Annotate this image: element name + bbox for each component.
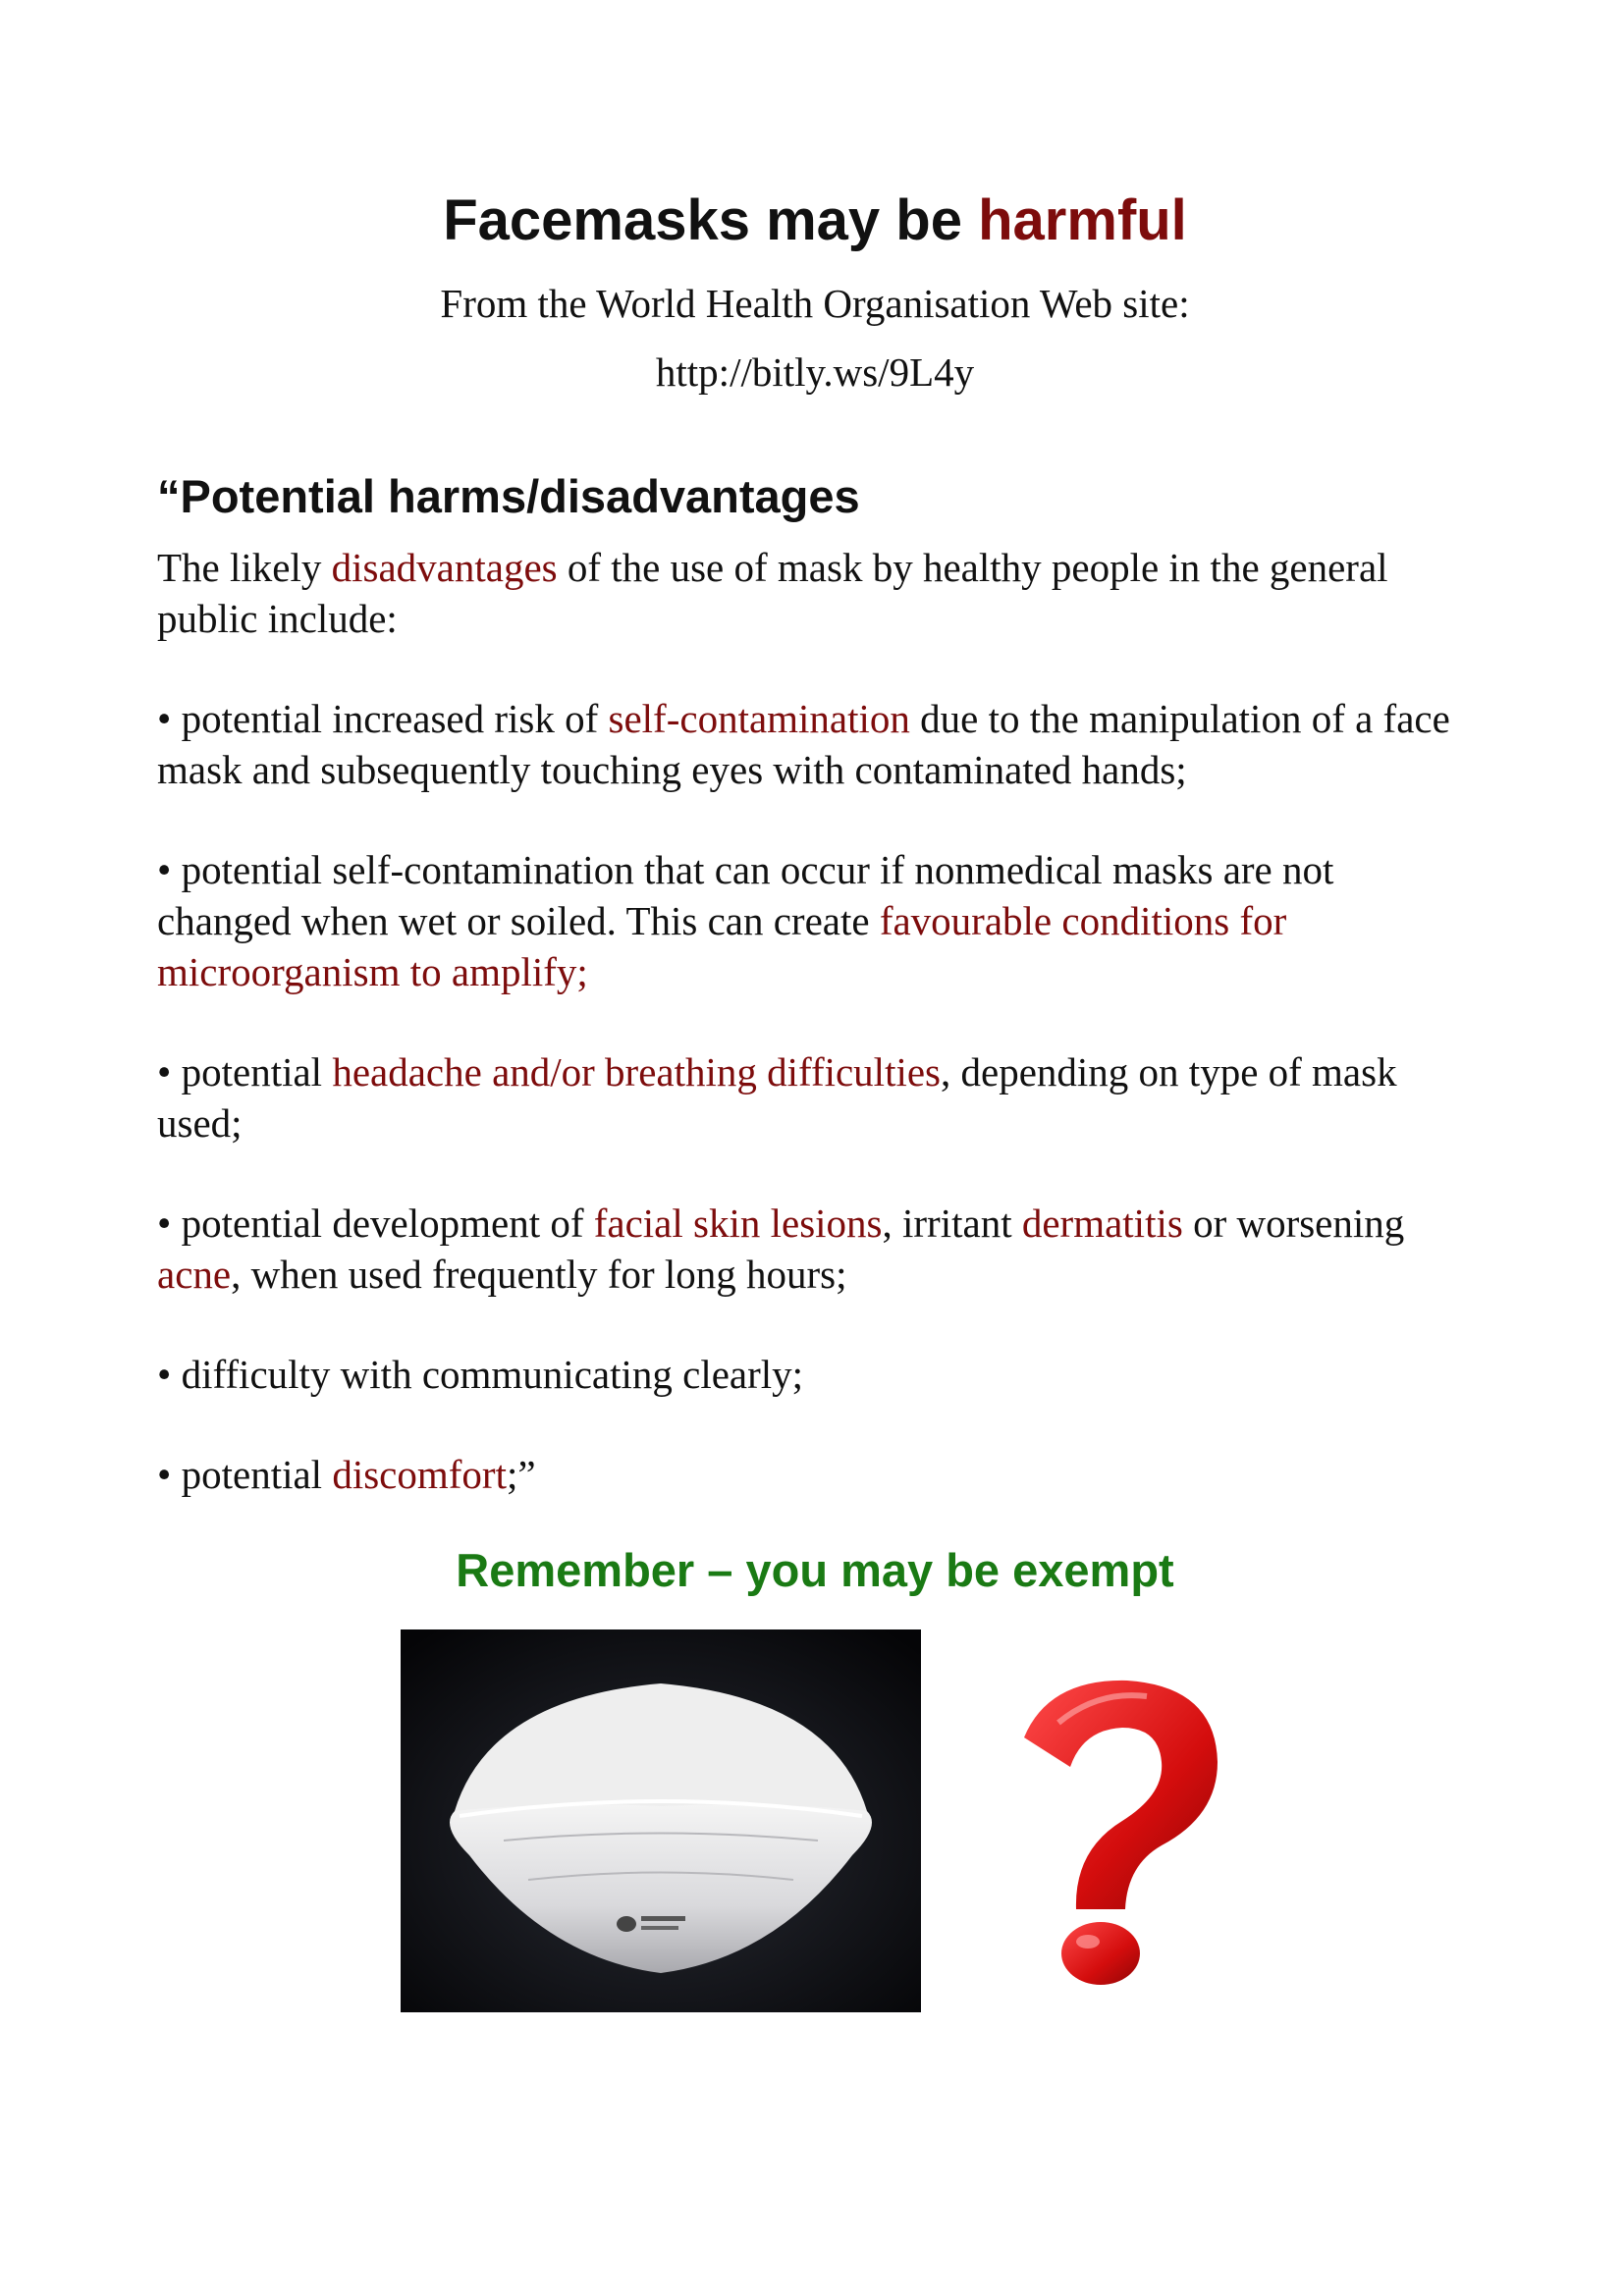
page-title — [157, 177, 1473, 265]
title-highlight: harmful — [978, 188, 1187, 252]
bullet-text: or worsening — [1182, 1201, 1405, 1246]
bullet-highlight: facial skin lesions — [593, 1201, 883, 1246]
bullet-text: • difficulty with communicating clearly; — [157, 1352, 804, 1397]
bullet-item — [157, 844, 1473, 997]
intro-paragraph — [157, 542, 1473, 644]
bullet-highlight: self-contamination — [608, 696, 910, 741]
bullet-highlight: headache and/or breathing difficulties — [332, 1049, 942, 1095]
bullet-text: • potential — [157, 1452, 333, 1497]
bullet-highlight: dermatitis — [1021, 1201, 1183, 1246]
image-row — [401, 1629, 1265, 2022]
bullet-text: due to the manipulation of a face mask and subsequently touching eyes with contaminated hands; — [157, 696, 1450, 792]
bullet-text: , when used frequently for long hours; — [231, 1252, 847, 1297]
bullet-text: , depending on type of mask used; — [157, 1049, 1397, 1146]
section-heading: “Potential harms/disadvantages — [157, 470, 860, 522]
intro-before: The likely — [157, 545, 332, 590]
bullet-highlight: favourable conditions for microorganism to amplify; — [157, 898, 1287, 994]
bullet-text: ;” — [506, 1452, 536, 1497]
bullet-highlight: acne — [157, 1252, 232, 1297]
face-mask-photo — [401, 1629, 921, 2012]
title-prefix: Facemasks may be — [443, 188, 979, 252]
bullet-list — [157, 693, 1473, 1500]
bullet-item — [157, 693, 1473, 795]
remember-note: Remember – you may be exempt — [456, 1544, 1174, 1596]
bullet-item — [157, 1449, 1473, 1500]
intro-highlight: disadvantages — [331, 545, 558, 590]
source-line: From the World Health Organisation Web site: — [440, 281, 1190, 326]
bullet-text: • potential increased risk of — [157, 696, 609, 741]
bullet-item — [157, 1046, 1473, 1148]
bullet-text: • potential development of — [157, 1201, 594, 1246]
source-link[interactable]: http://bitly.ws/9L4y — [655, 349, 975, 395]
document-page — [157, 177, 1473, 1602]
question-mark-icon — [990, 1669, 1245, 1993]
bullet-text: • potential self-contamination that can occur if nonmedical masks are not changed when wet or soiled. This can create — [157, 847, 1334, 943]
bullet-item — [157, 1198, 1473, 1300]
bullet-highlight: discomfort — [332, 1452, 507, 1497]
intro-after: of the use of mask by healthy people in the general public include: — [157, 545, 1388, 641]
bullet-item — [157, 1349, 1473, 1400]
bullet-text: • potential — [157, 1049, 333, 1095]
bullet-text: , irritant — [882, 1201, 1022, 1246]
